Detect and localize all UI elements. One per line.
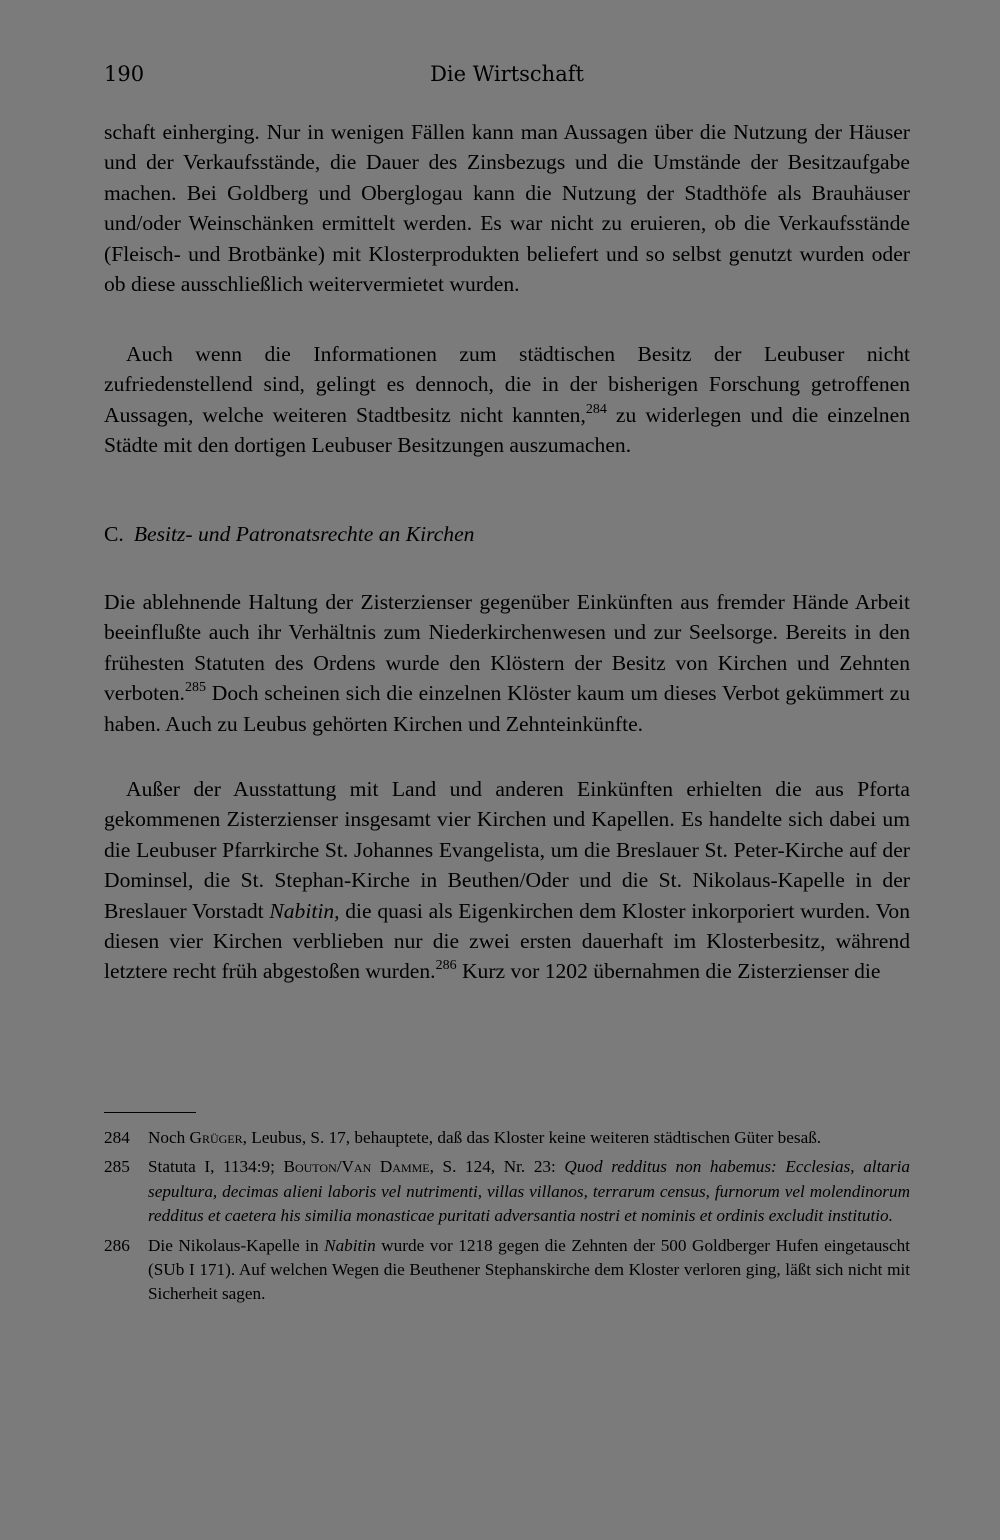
footnote-number: 286: [104, 1235, 130, 1255]
paragraph-1-text: schaft einherging. Nur in wenigen Fällen kann man Aussagen über die Nutzung der Häuser und der Verkaufsstände, die Dauer des Zinsbezugs und die Umstände der Besitzaufgabe machen. Bei Goldberg und Oberglogau kann die Nutzung der Stadthöfe als Brauhäuser und/oder Weinschänken ermittelt werden. Es war nicht zu eruieren, ob die Verkaufsstände (Fleisch- und Brotbänke) mit Klosterprodukten beliefert und so selbst genutzt wurden oder ob diese ausschließlich weitervermietet wurden.: [104, 120, 910, 297]
paragraph-2-text-b: zu widerlegen und die einzelnen Städte mit den dortigen Leubuser Besitzungen auszumachen.: [104, 402, 910, 458]
paragraph-2: [104, 339, 910, 461]
paragraph-3-text-a: Die ablehnende Haltung der Zisterzienser gegenüber Einkünften aus fremder Hände Arbeit beeinflußte auch ihr Verhältnis zum Niederkirchenwesen und zur Seelsorge. Bereits in den frühesten Statuten des Ordens wurde den Klöstern der Besitz von Kirchen und Zehnten verboten.: [104, 590, 910, 706]
footnote-text: Die Nikolaus-Kapelle in: [148, 1235, 325, 1255]
latin-quote: Quod redditus non habemus: Ecclesias, altaria sepultura, decimas alieni laboris vel nutrimenti, villas villanos, terrarum census, furnorum vel molendinorum redditus et caetera his similia monasticae puritati adversantia nostri et nominis et ordinis excludit institutio.: [148, 1157, 910, 1226]
footnote-text: wurde vor 1218 gegen die Zehnten der 500 Goldberger Hufen eingetauscht (SUb I 171). Auf welchen Wegen die Beuthener Stephanskirche dem Kloster verloren ging, läßt sich nicht mit Sicherheit sagen.: [148, 1235, 910, 1304]
footnote-text: Noch: [148, 1128, 190, 1147]
paragraph-1: [104, 117, 910, 299]
footnotes: [104, 1126, 910, 1312]
paragraph-4-text-a: Außer der Ausstattung mit Land und anderen Einkünften erhielten die aus Pforta gekommenen Zisterzienser insgesamt vier Kirchen und Kapellen. Es handelte sich dabei um die Leubuser Pfarrkirche St. Johannes Evangelista, um die Breslauer St. Peter-Kirche auf der Dominsel, die St. Stephan-Kirche in Beuthen/Oder und die St. Nikolaus-Kapelle in der Breslauer Vorstadt: [104, 777, 910, 923]
footnote-text: , S. 124, Nr. 23:: [429, 1157, 565, 1177]
footnote-ref-284[interactable]: 284: [585, 401, 607, 417]
footnote-284: [104, 1126, 910, 1150]
page-header: [104, 62, 910, 92]
page-number: 190: [104, 62, 145, 86]
footnote-286: [104, 1234, 910, 1307]
author-name: Bouton/Van Damme: [283, 1157, 430, 1177]
paragraph-4-text-c: Kurz vor 1202 übernahmen die Zisterzienser die: [456, 959, 881, 984]
footnote-ref-286[interactable]: 286: [435, 958, 457, 974]
place-name-nabitin: Nabitin,: [269, 898, 340, 923]
footnote-text: Statuta I, 1134:9;: [148, 1157, 284, 1177]
footnote-number: 284: [104, 1128, 130, 1147]
footnote-number: 285: [104, 1157, 130, 1177]
footnote-ref-285[interactable]: 285: [184, 680, 206, 696]
paragraph-3: [104, 587, 910, 739]
section-number: C.: [104, 522, 124, 546]
footnote-285: [104, 1155, 910, 1228]
running-title: Die Wirtschaft: [430, 62, 584, 86]
paragraph-4: [104, 774, 910, 987]
footnote-separator: [104, 1112, 196, 1113]
section-heading: [104, 522, 910, 547]
place-name-nabitin: Nabitin: [324, 1235, 376, 1255]
author-name: Grüger: [189, 1128, 243, 1147]
footnote-text: , Leubus, S. 17, behauptete, daß das Kloster keine weiteren städtischen Güter besaß.: [242, 1128, 822, 1147]
paragraph-2-text-a: Auch wenn die Informationen zum städtischen Besitz der Leubuser nicht zufriedenstellend sind, gelingt es dennoch, die in der bisherigen Forschung getroffenen Aussagen, welche weiteren Stadtbesitz nicht kannten,: [104, 342, 910, 427]
paragraph-3-text-b: Doch scheinen sich die einzelnen Klöster kaum um dieses Verbot gekümmert zu haben. Auch zu Leubus gehörten Kirchen und Zehnteinkünfte.: [104, 681, 910, 736]
paragraph-4-text-b: die quasi als Eigenkirchen dem Kloster inkorporiert wurden. Von diesen vier Kirchen verblieben nur die zwei ersten dauerhaft im Klosterbesitz, während letztere recht früh abgestoßen wurden.: [104, 898, 910, 984]
section-title: Besitz- und Patronatsrechte an Kirchen: [133, 522, 475, 546]
